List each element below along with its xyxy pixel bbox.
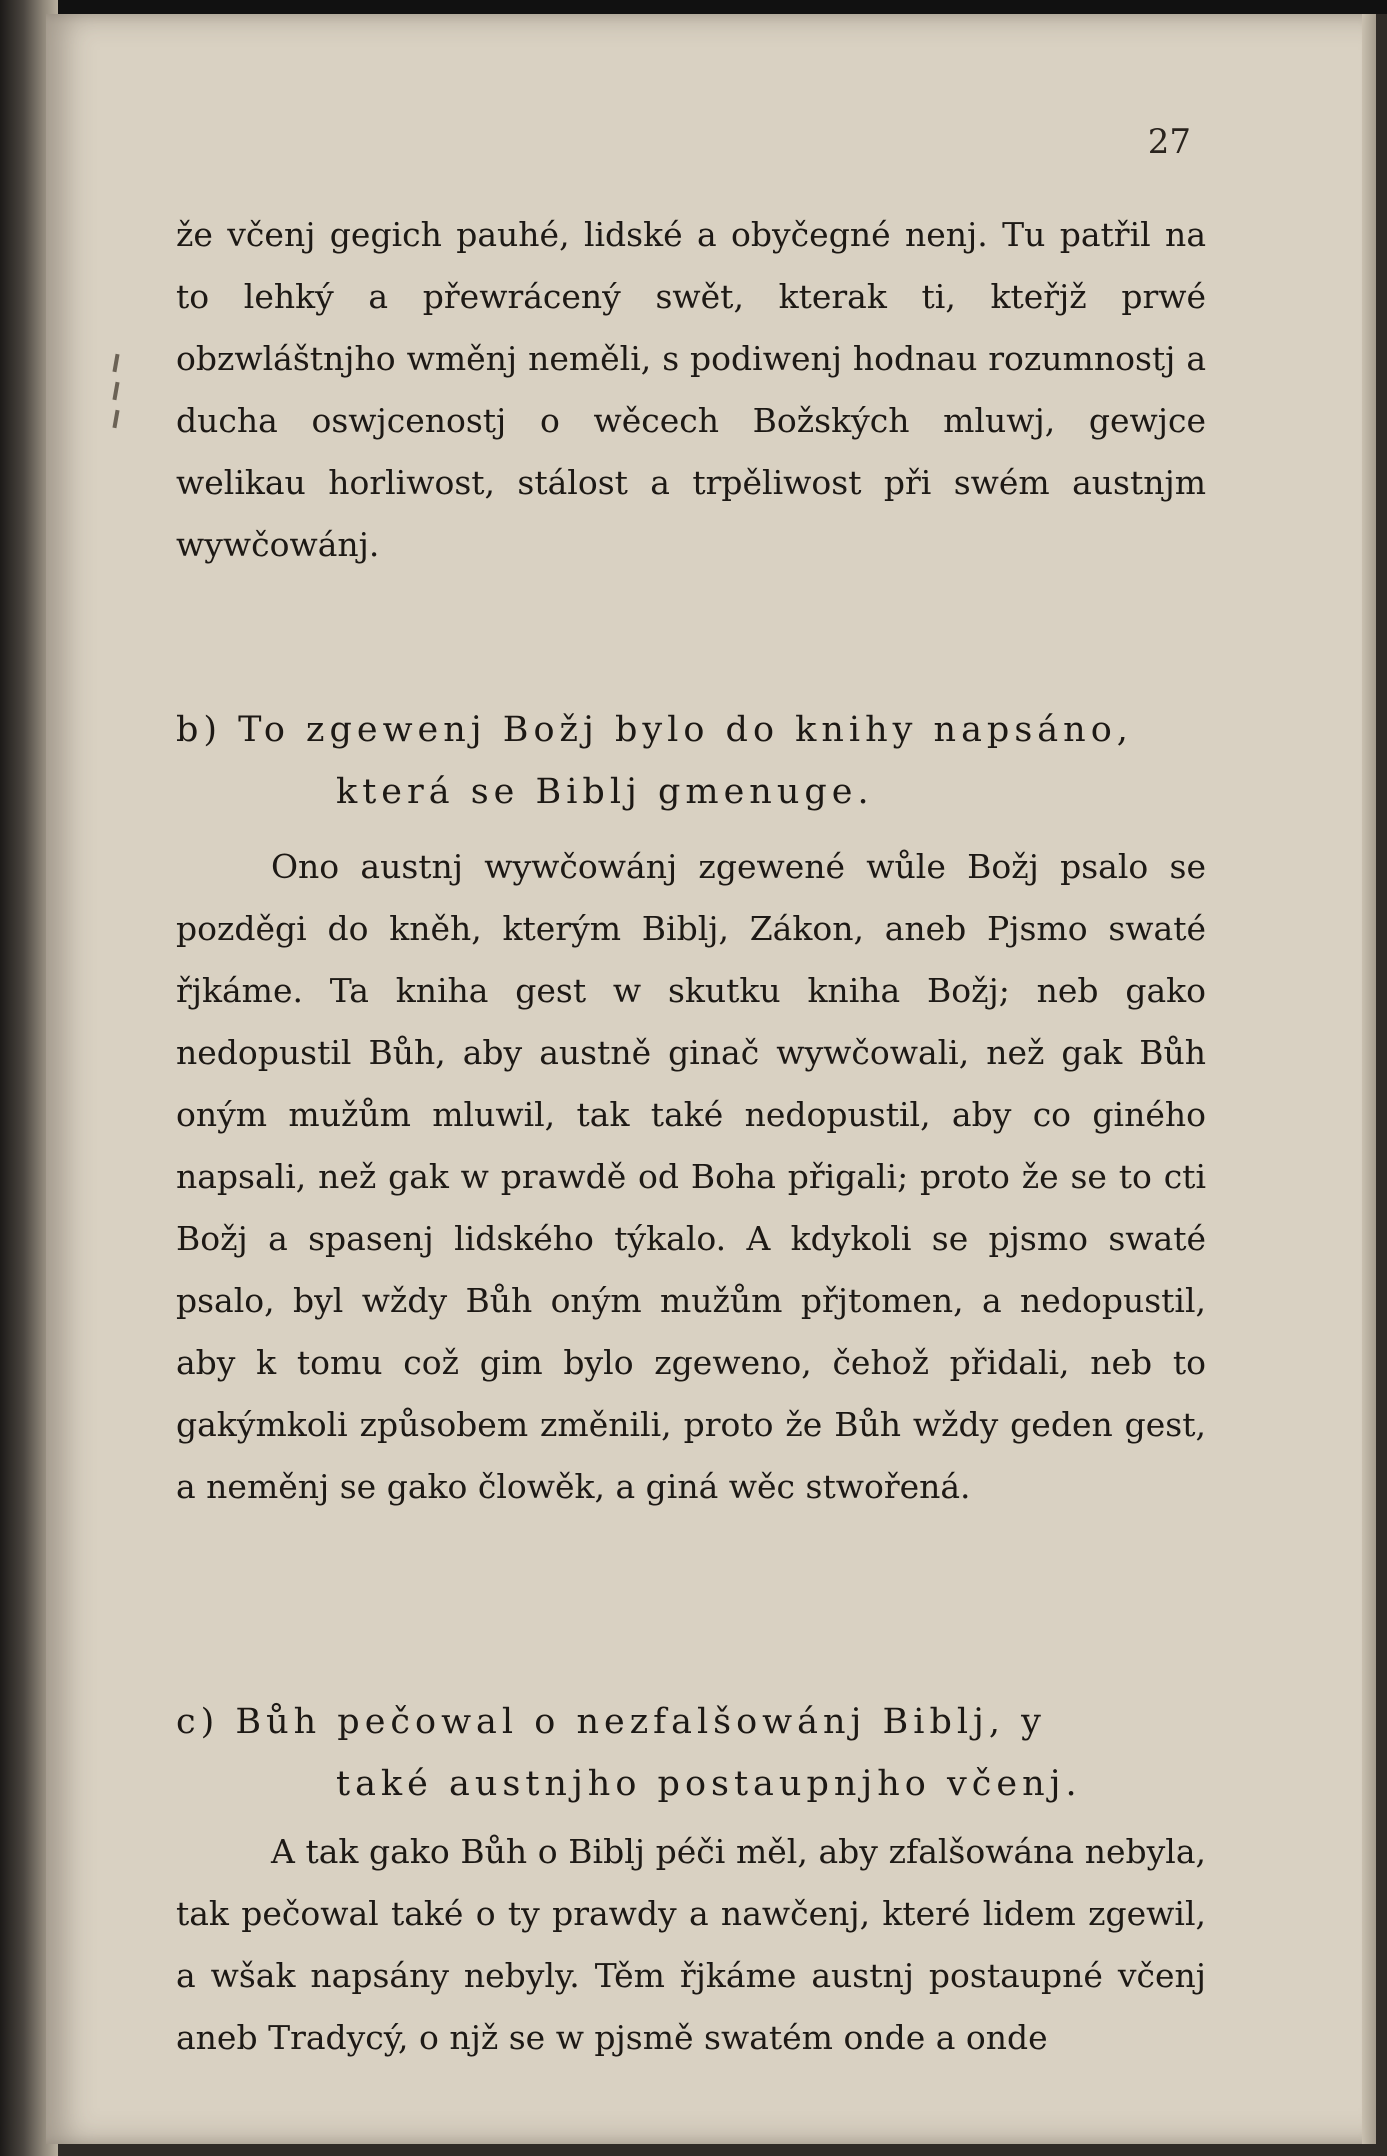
section-heading-b xyxy=(176,699,1216,823)
section-heading-b-line2: která se Biblj gmenuge. xyxy=(336,772,874,812)
section-heading-c xyxy=(176,1691,1216,1815)
page-edge xyxy=(1362,14,1376,2144)
page-number: 27 xyxy=(1147,122,1191,162)
section-heading-c-line1: c) Bůh pečowal o nezfalšowánj Biblj, y xyxy=(176,1702,1046,1742)
section-heading-c-line2: také austnjho postaupnjho včenj. xyxy=(336,1764,1082,1804)
book-page xyxy=(46,14,1376,2144)
top-shadow xyxy=(0,0,1387,14)
paragraph-3: A tak gako Bůh o Biblj péči měl, aby zfalšowána nebyla, tak pečowal také o ty prawdy a nawčenj, které lidem zgewil, a wšak napsány nebyly. Těm řjkáme austnj postaupné včenj aneb Tradycý, o njž se w pjsmě swatém onde a onde xyxy=(176,1832,1206,2057)
paragraph-2: Ono austnj wywčowánj zgewené wůle Božj psalo se pozděgi do kněh, kterým Biblj, Zákon, aneb Pjsmo swaté řjkáme. Ta kniha gest w skutku kniha Božj; neb gako nedopustil Bůh, aby austně ginač wywčowali, než gak Bůh oným mužům mluwil, tak také nedopustil, aby co giného napsali, než gak w prawdě od Boha přigali; proto že se to cti Božj a spasenj lidského týkalo. A kdykoli se pjsmo swaté psalo, byl wždy Bůh oným mužům přjtomen, a nedopustil, aby k tomu což gim bylo zgeweno, čehož přidali, neb to gakýmkoli způsobem změnili, proto že Bůh wždy geden gest, a neměnj se gako člowěk, a giná wěc stwořená. xyxy=(176,847,1206,1506)
margin-marks xyxy=(106,344,146,464)
section-heading-b-line1: b) To zgewenj Božj bylo do knihy napsáno, xyxy=(176,710,1133,750)
paragraph-1: že včenj gegich pauhé, lidské a obyčegné nenj. Tu patřil na to lehký a přewrácený swět, kterak ti, kteřjž prwé obzwláštnjho wměnj neměli, s podiwenj hodnau rozumnostj a ducha oswjcenostj o wěcech Božských mluwj, gewjce welikau horliwost, stálost a trpěliwost při swém austnjm wywčowánj. xyxy=(176,215,1206,564)
